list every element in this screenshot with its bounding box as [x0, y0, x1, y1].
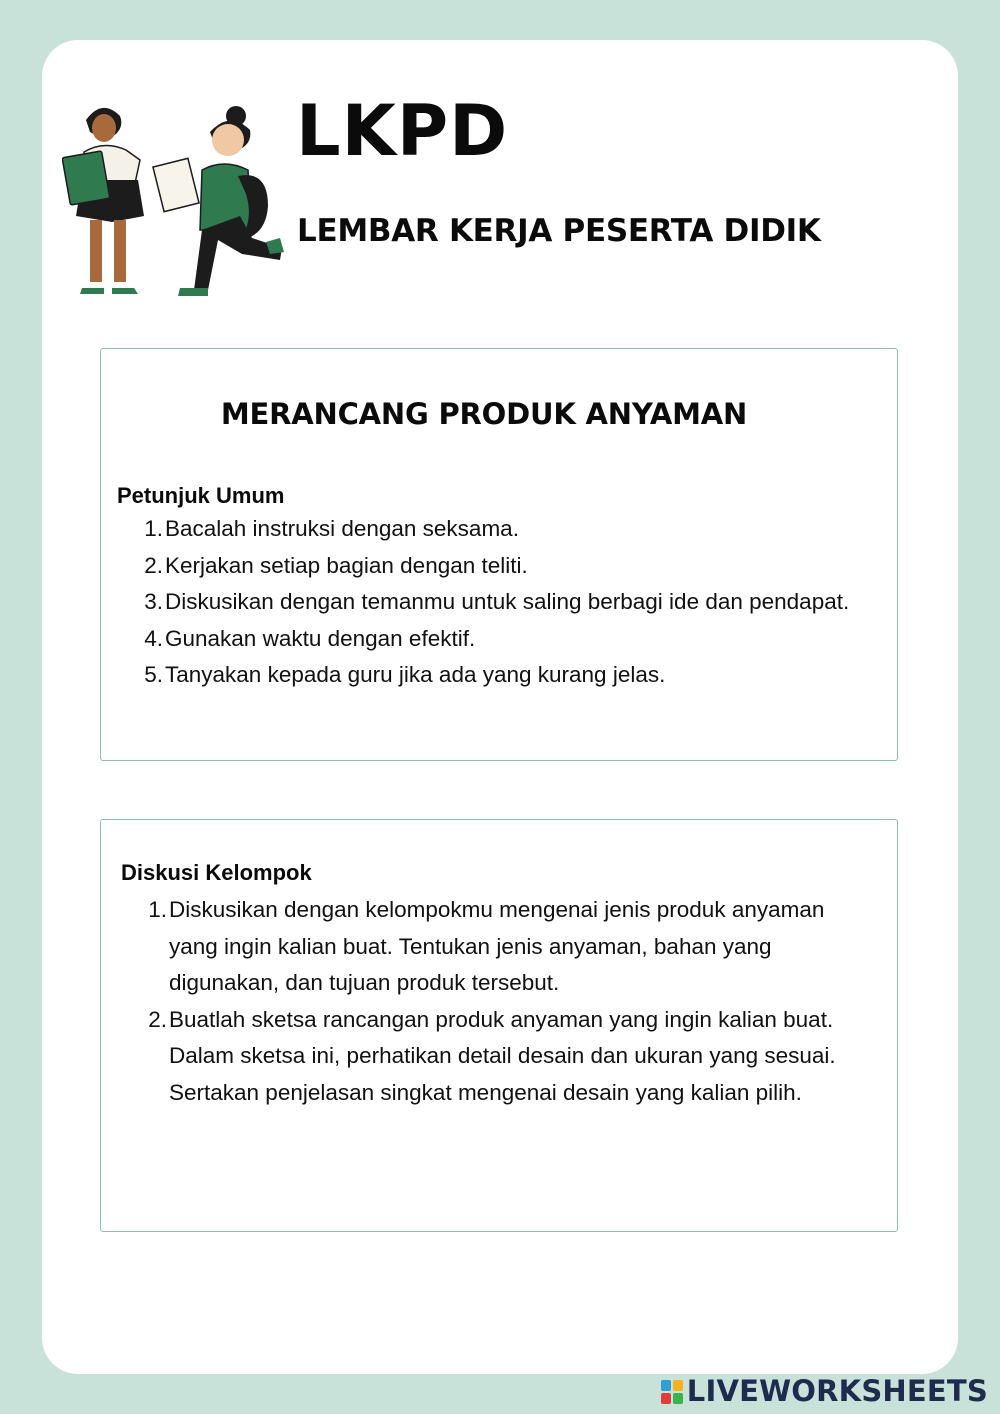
list-item-number: 2. — [144, 552, 163, 578]
liveworksheets-logo-icon — [661, 1380, 683, 1404]
list-item-number: 3. — [144, 589, 163, 614]
list-item-number: 1. — [148, 897, 167, 922]
list-item-text: Buatlah sketsa rancangan produk anyaman yang ingin kalian buat. Dalam sketsa ini, perhatikan detail desain dan ukuran yang sesuai. Sertakan penjelasan singkat mengenai desain yang kalian pilih. — [169, 1006, 836, 1105]
student-girl-figure — [62, 108, 144, 294]
list-item-number: 2. — [148, 1006, 167, 1032]
list-item-number: 4. — [144, 625, 163, 651]
list-item-number: 1. — [144, 516, 163, 541]
discussion-section-title: Diskusi Kelompok — [121, 860, 312, 885]
list-item-text: Kerjakan setiap bagian dengan teliti. — [165, 552, 528, 578]
list-item — [131, 657, 875, 694]
list-item — [131, 548, 875, 585]
liveworksheets-brand-text: LIVEWORKSHEETS — [686, 1374, 988, 1408]
list-item — [131, 511, 875, 548]
students-illustration — [62, 92, 294, 300]
student-boy-figure — [153, 106, 284, 296]
list-item-text: Diskusikan dengan temanmu untuk saling berbagi ide dan pendapat. — [165, 589, 850, 614]
liveworksheets-brand[interactable] — [661, 1374, 988, 1408]
activity-heading: MERANCANG PRODUK ANYAMAN — [220, 397, 748, 431]
page-subtitle: LEMBAR KERJA PESERTA DIDIK — [297, 213, 821, 249]
list-item-text: Diskusikan dengan kelompokmu mengenai jenis produk anyaman yang ingin kalian buat. Tentukan jenis anyaman, bahan yang digunakan, dan tujuan produk tersebut. — [169, 897, 825, 995]
list-item — [131, 584, 875, 621]
discussion-list — [135, 892, 865, 1111]
page-title: LKPD — [296, 90, 509, 172]
instructions-section-title: Petunjuk Umum — [117, 483, 285, 508]
list-item-number: 5. — [144, 662, 163, 687]
list-item — [135, 892, 865, 1002]
list-item — [131, 621, 875, 658]
instructions-box — [100, 348, 898, 761]
list-item-text: Tanyakan kepada guru jika ada yang kurang jelas. — [165, 662, 666, 687]
list-item — [135, 1002, 865, 1112]
list-item-text: Gunakan waktu dengan efektif. — [165, 625, 476, 651]
instructions-list — [131, 511, 875, 694]
list-item-text: Bacalah instruksi dengan seksama. — [165, 516, 519, 541]
group-discussion-box — [100, 819, 898, 1232]
